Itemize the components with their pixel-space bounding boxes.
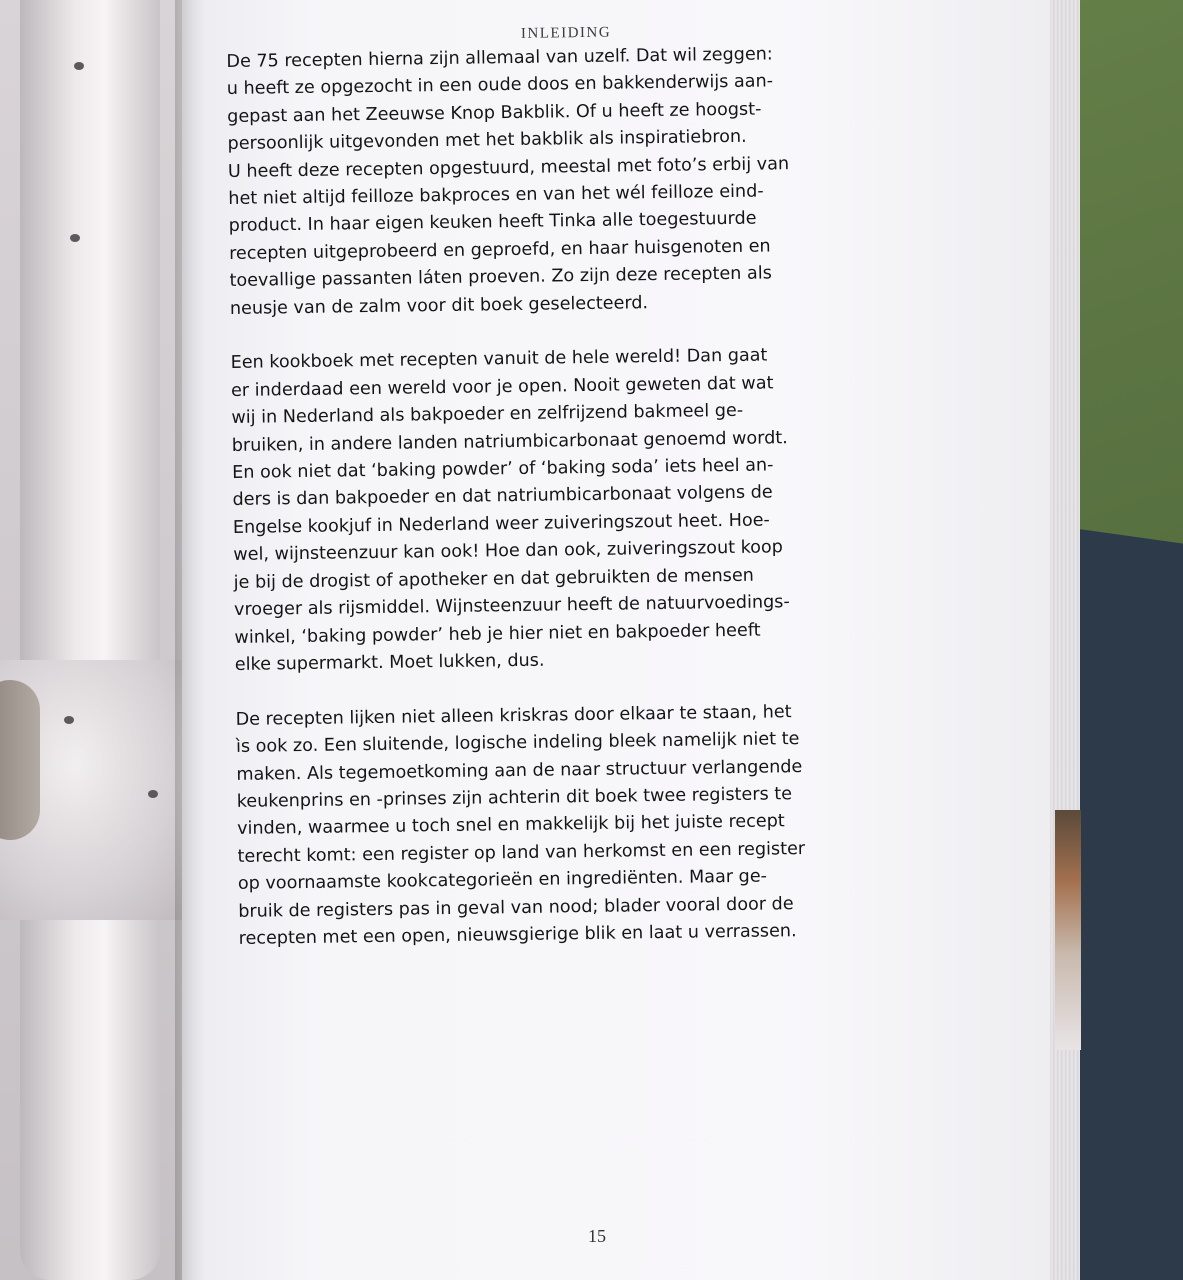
text-line: u heeft ze opgezocht in een oude doos en bakkenderwijs aan- bbox=[226, 71, 774, 100]
page-stack-edges bbox=[1050, 0, 1080, 1280]
text-line: De 75 recepten hierna zijn allemaal van uzelf. Dat wil zeggen: bbox=[226, 44, 773, 72]
text-line: bruik de registers pas in geval van nood; blader vooral door de bbox=[238, 893, 794, 922]
text-line: neusje van de zalm voor dit boek geselecteerd. bbox=[229, 292, 649, 319]
text-line: recepten uitgeprobeerd en geproefd, en haar huisgenoten en bbox=[228, 236, 771, 264]
text-line: product. In haar eigen keuken heeft Tinka alle toegestuurde bbox=[228, 209, 757, 237]
book-gutter bbox=[175, 0, 205, 1280]
text-line: keukenprins en -prinses zijn achterin dit boek twee registers te bbox=[236, 784, 793, 812]
text-line: winkel, ‘baking powder’ heb je hier niet en bakpoeder heeft bbox=[234, 620, 761, 648]
text-line: maken. Als tegemoetkoming aan de naar structuur verlangende bbox=[236, 756, 803, 785]
page-number: 15 bbox=[588, 1226, 606, 1246]
text-line: het niet altijd feilloze bakproces en van het wél feilloze eind- bbox=[228, 181, 764, 210]
text-line: gepast aan het Zeeuwse Knop Bakblik. Of u heeft ze hoogst- bbox=[227, 99, 762, 127]
paragraph-world-cookbook bbox=[230, 341, 875, 679]
text-line: ìs ook zo. Een sluitende, logische indeling bleek namelijk niet te bbox=[235, 729, 800, 758]
screw-icon bbox=[148, 790, 158, 798]
text-line: U heeft deze recepten opgestuurd, meestal met foto’s erbij van bbox=[227, 153, 790, 182]
text-line: Engelse kookjuf in Nederland weer zuiveringszout heet. Hoe- bbox=[232, 510, 770, 538]
next-page-photo-edge bbox=[1055, 810, 1081, 1050]
text-line: Een kookboek met recepten vanuit de hele wereld! Dan gaat bbox=[230, 345, 768, 374]
running-head: INLEIDING bbox=[520, 24, 612, 42]
text-line: bruiken, in andere landen natriumbicarbonaat genoemd wordt. bbox=[231, 427, 788, 456]
text-line: er inderdaad een wereld voor je open. Nooit geweten dat wat bbox=[230, 373, 774, 401]
page-text-block bbox=[226, 21, 879, 981]
text-line: op voornaamste kookcategorieën en ingrediënten. Maar ge- bbox=[237, 866, 768, 895]
text-line: wij in Nederland als bakpoeder en zelfrijzend bakmeel ge- bbox=[231, 401, 744, 429]
photo-appliance bbox=[20, 0, 160, 1280]
text-line: vroeger als rijsmiddel. Wijnsteenzuur heeft de natuurvoedings- bbox=[233, 592, 790, 621]
screw-icon bbox=[74, 62, 84, 70]
photo-figurine bbox=[0, 680, 40, 840]
left-page-photo bbox=[0, 0, 190, 1280]
text-line: elke supermarkt. Moet lukken, dus. bbox=[234, 650, 545, 675]
text-line: persoonlijk uitgevonden met het bakblik als inspiratiebron. bbox=[227, 126, 747, 155]
text-line: terecht komt: een register op land van herkomst en een register bbox=[237, 838, 806, 867]
screw-icon bbox=[64, 716, 74, 724]
text-line: De recepten lijken niet alleen kriskras door elkaar te staan, het bbox=[235, 701, 792, 730]
text-line: En ook niet dat ‘baking powder’ of ‘baking soda’ iets heel an- bbox=[232, 455, 774, 484]
text-line: toevallige passanten láten proeven. Zo zijn deze recepten als bbox=[229, 263, 772, 292]
paragraph-registers bbox=[235, 698, 878, 954]
text-line: vinden, waarmee u toch snel en makkelijk bij het juiste recept bbox=[237, 811, 785, 840]
text-line: wel, wijnsteenzuur kan ook! Hoe dan ook, zuiveringszout koop bbox=[233, 537, 784, 566]
text-line: recepten met een open, nieuwsgierige blik en laat u verrassen. bbox=[238, 921, 797, 949]
text-line: je bij de drogist of apotheker en dat gebruikten de mensen bbox=[233, 565, 755, 593]
text-line: ders is dan bakpoeder en dat natriumbicarbonaat volgens de bbox=[232, 482, 773, 511]
paragraph-intro bbox=[226, 40, 870, 323]
screw-icon bbox=[70, 234, 80, 242]
